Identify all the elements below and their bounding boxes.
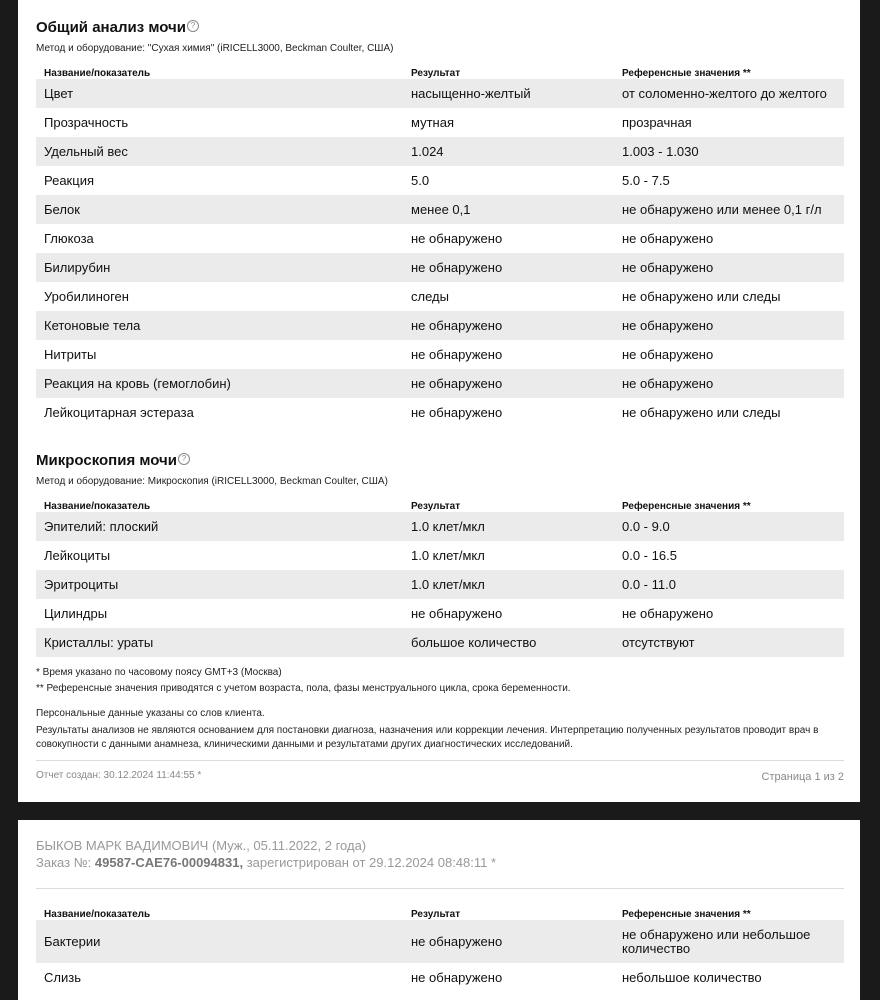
row-reference: не обнаружено xyxy=(614,311,844,340)
row-reference: не обнаружено xyxy=(622,231,714,246)
row-reference: отсутствуют xyxy=(614,628,844,657)
note-personal-data: Персональные данные указаны со слов клиента. xyxy=(36,708,265,719)
row-reference: 5.0 - 7.5 xyxy=(622,173,670,188)
order-info xyxy=(36,855,496,870)
row-name: Эритроциты xyxy=(36,570,403,599)
row-name: Лейкоциты xyxy=(44,548,111,563)
row-reference: не обнаружено или следы xyxy=(622,405,781,420)
row-result: не обнаружено xyxy=(411,970,503,985)
table-row xyxy=(36,398,844,427)
note-disclaimer: Результаты анализов не являются основанием для постановки диагноза, назначения или коррекции лечения. Интерпретацию полученных результатов проводит врач в совокупности с данными анамнеза, клиническими данными и результатами других диагностических исследований. xyxy=(36,725,819,750)
footnote-reference: ** Референсные значения приводятся с учетом возраста, пола, фазы менструального цикла, срока беременности. xyxy=(36,683,571,694)
row-name: Уробилиноген xyxy=(44,289,129,304)
help-icon[interactable]: ? xyxy=(187,20,199,32)
row-name: Слизь xyxy=(44,970,81,985)
order-registered: зарегистрирован от 29.12.2024 08:48:11 * xyxy=(246,855,497,870)
row-name: Кетоновые тела xyxy=(36,311,403,340)
header-name: Название/показатель xyxy=(44,68,151,79)
header-reference: Референсные значения ** xyxy=(622,68,751,79)
row-reference: не обнаружено xyxy=(622,347,714,362)
table-row xyxy=(36,79,844,108)
table-row xyxy=(36,108,844,137)
table-header xyxy=(36,496,844,512)
row-result: 1.0 клет/мкл xyxy=(403,570,614,599)
footnote-timezone: * Время указано по часовому поясу GMT+3 (Москва) xyxy=(36,667,282,678)
section-title-urinalysis: Общий анализ мочи ? xyxy=(36,19,199,36)
header-name: Название/показатель xyxy=(44,909,151,920)
row-name: Бактерии xyxy=(36,920,403,963)
table-row xyxy=(36,570,844,599)
order-number: 49587-CAE76-00094831, xyxy=(94,855,244,870)
method-microscopy: Метод и оборудование: Микроскопия (iRICELL3000, Beckman Coulter, США) xyxy=(36,476,388,487)
table-row xyxy=(36,282,844,311)
table-row xyxy=(36,224,844,253)
row-reference: не обнаружено или небольшое количество xyxy=(614,920,844,963)
row-name: Белок xyxy=(36,195,403,224)
row-result: не обнаружено xyxy=(403,920,614,963)
table-header xyxy=(36,904,844,920)
row-reference: 0.0 - 11.0 xyxy=(614,570,844,599)
row-name: Нитриты xyxy=(44,347,97,362)
row-result: не обнаружено xyxy=(403,253,614,282)
table-row xyxy=(36,253,844,282)
help-icon[interactable]: ? xyxy=(178,453,190,465)
footer-divider xyxy=(36,760,844,761)
header-divider xyxy=(36,888,844,889)
row-reference: не обнаружено xyxy=(614,369,844,398)
row-result: 1.024 xyxy=(403,137,614,166)
row-reference: не обнаружено или следы xyxy=(622,289,781,304)
row-name: Реакция на кровь (гемоглобин) xyxy=(36,369,403,398)
header-reference: Референсные значения ** xyxy=(622,501,751,512)
table-header xyxy=(36,63,844,79)
row-reference: не обнаружено или менее 0,1 г/л xyxy=(614,195,844,224)
table-row xyxy=(36,963,844,992)
row-result: следы xyxy=(411,289,449,304)
report-page-1 xyxy=(18,0,860,802)
row-reference: прозрачная xyxy=(622,115,692,130)
header-result: Результат xyxy=(411,909,461,920)
table-row xyxy=(36,599,844,628)
report-created: Отчет создан: 30.12.2024 11:44:55 * xyxy=(36,770,202,781)
row-reference: 1.003 - 1.030 xyxy=(614,137,844,166)
header-result: Результат xyxy=(411,501,461,512)
row-reference: не обнаружено xyxy=(622,606,714,621)
urinalysis-table xyxy=(36,63,844,427)
header-result: Результат xyxy=(411,68,461,79)
order-prefix: Заказ №: xyxy=(36,855,92,870)
row-result: не обнаружено xyxy=(403,369,614,398)
table-row xyxy=(36,311,844,340)
row-result: менее 0,1 xyxy=(403,195,614,224)
row-reference: 0.0 - 16.5 xyxy=(622,548,677,563)
table-row xyxy=(36,166,844,195)
header-reference: Референсные значения ** xyxy=(622,909,751,920)
table-row xyxy=(36,920,844,963)
row-result: не обнаружено xyxy=(411,347,503,362)
microscopy-table xyxy=(36,496,844,657)
table-row xyxy=(36,541,844,570)
table-row xyxy=(36,137,844,166)
row-name: Лейкоцитарная эстераза xyxy=(44,405,194,420)
row-name: Глюкоза xyxy=(44,231,94,246)
table-row xyxy=(36,340,844,369)
row-result: насыщенно-желтый xyxy=(403,79,614,108)
row-reference: не обнаружено xyxy=(614,253,844,282)
row-name: Цвет xyxy=(36,79,403,108)
page-number: Страница 1 из 2 xyxy=(761,771,844,783)
continued-table xyxy=(36,904,844,992)
row-result: 1.0 клет/мкл xyxy=(411,548,485,563)
table-row xyxy=(36,195,844,224)
row-name: Эпителий: плоский xyxy=(36,512,403,541)
row-name: Удельный вес xyxy=(36,137,403,166)
row-reference: от соломенно-желтого до желтого xyxy=(614,79,844,108)
section-title-microscopy: Микроскопия мочи ? xyxy=(36,452,190,469)
row-result: не обнаружено xyxy=(411,405,503,420)
report-page-2 xyxy=(18,820,860,1000)
row-result: 5.0 xyxy=(411,173,430,188)
row-name: Прозрачность xyxy=(44,115,129,130)
table-row xyxy=(36,628,844,657)
row-name: Билирубин xyxy=(36,253,403,282)
table-row xyxy=(36,369,844,398)
table-row xyxy=(36,512,844,541)
header-name: Название/показатель xyxy=(44,501,151,512)
row-name: Реакция xyxy=(44,173,94,188)
row-name: Кристаллы: ураты xyxy=(36,628,403,657)
row-name: Цилиндры xyxy=(44,606,108,621)
row-result: большое количество xyxy=(403,628,614,657)
method-urinalysis: Метод и оборудование: "Сухая химия" (iRICELL3000, Beckman Coulter, США) xyxy=(36,43,394,54)
row-reference: 0.0 - 9.0 xyxy=(614,512,844,541)
row-result: не обнаружено xyxy=(411,231,503,246)
row-result: мутная xyxy=(411,115,454,130)
patient-info: БЫКОВ МАРК ВАДИМОВИЧ (Муж., 05.11.2022, 2 года) xyxy=(36,838,367,853)
row-result: не обнаружено xyxy=(411,606,503,621)
row-reference: небольшое количество xyxy=(622,970,762,985)
row-result: 1.0 клет/мкл xyxy=(403,512,614,541)
row-result: не обнаружено xyxy=(403,311,614,340)
